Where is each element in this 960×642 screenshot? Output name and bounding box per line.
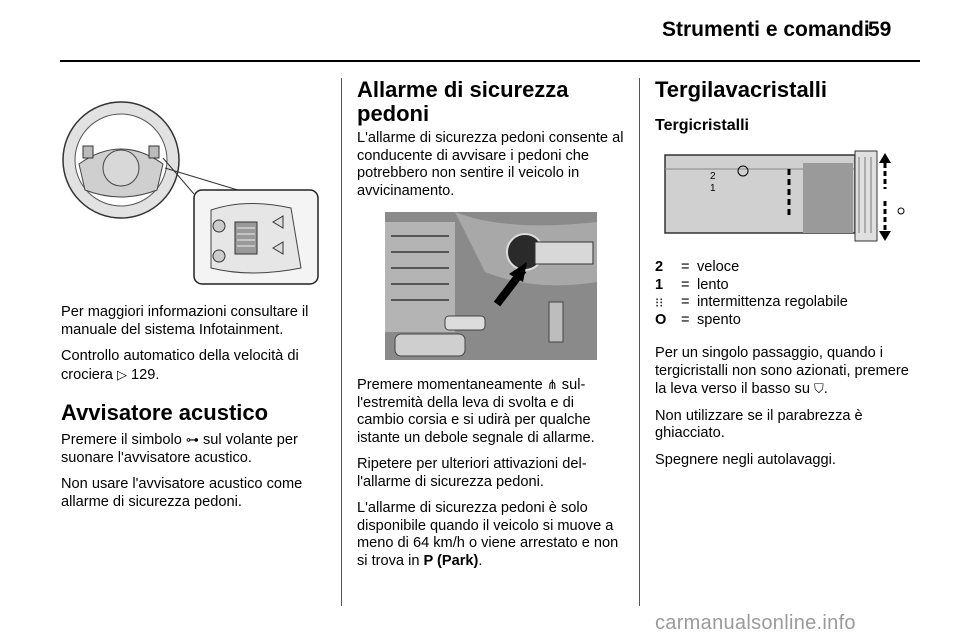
pedestrian-alert-availability-paragraph: L'allarme di sicurezza pedoni è solo disponibile quando il veicolo si muove a meno di 64 km/h o viene arrestato e non si trova in P (Park). <box>357 500 619 569</box>
pedestrian-alert-section-title: Allarme di sicurezza pedoni <box>357 77 569 126</box>
horn-paragraph: Premere il simbolo ⊶ sul volante per suonare l'avvisatore acustico. <box>61 432 298 466</box>
legend-eq: = <box>681 259 690 275</box>
pedestrian-alert-instruction-paragraph: Premere momentaneamente ⋔ sull'estremità della leva di svolta e di cambio corsia e si udirà per qualche istante un debole segnale di allarme. <box>357 377 595 446</box>
left-column <box>61 72 327 511</box>
column-divider-1 <box>341 78 342 606</box>
legend-eq: = <box>681 311 690 328</box>
legend-eq: = <box>681 276 690 293</box>
page-number: 59 <box>868 18 892 41</box>
cruise-control-paragraph: Controllo automatico della velocità di crociera ▷ 129. <box>61 348 299 383</box>
wiper-legend <box>655 259 920 329</box>
legend-desc: intermittenza regolabile <box>697 294 848 310</box>
wiper-interval-icon: ⁝⁝ <box>655 295 664 310</box>
middle-column <box>357 78 625 570</box>
car-wash-paragraph: Spegnere negli autolavaggi. <box>655 451 836 468</box>
pedestrian-alert-repeat-paragraph: Ripetere per ulteriori attivazioni dell'allarme di sicurezza pedoni. <box>357 456 587 490</box>
legend-desc: veloce <box>697 259 740 275</box>
page-header-title: Strumenti e comandi <box>662 18 870 41</box>
column-divider-2 <box>639 78 640 606</box>
header-rule <box>60 60 920 62</box>
infotainment-reference-paragraph: Per maggiori informazioni consultare il manuale del sistema Infotainment. <box>61 304 309 338</box>
legend-key: 1 <box>655 276 664 293</box>
legend-eq: = <box>681 294 690 310</box>
single-wipe-paragraph: Per un singolo passaggio, quando i tergicristalli non sono azionati, premere la leva verso il basso su ⛉. <box>655 345 909 397</box>
steering-wheel-figure <box>61 72 321 288</box>
pedestrian-alert-icon: ⋔ <box>546 377 558 392</box>
wiper-single-icon: ⛉ <box>814 381 824 396</box>
legend-key: 2 <box>655 259 664 275</box>
wiper-lever-figure <box>663 149 923 245</box>
wiper-washer-section-title: Tergilavacristalli <box>655 77 828 102</box>
legend-desc: lento <box>697 276 729 293</box>
wiper-label-top: 2 <box>710 171 716 182</box>
off-circle-icon: O <box>655 311 667 328</box>
legend-desc: spento <box>697 311 741 328</box>
turn-signal-lever-figure <box>385 212 597 360</box>
right-column <box>655 78 920 469</box>
icy-windshield-warning-paragraph: Non utilizzare se il parabrezza è ghiacciato. <box>655 407 863 441</box>
watermark: carmanualsonline.info <box>655 612 856 634</box>
horn-section-title: Avvisatore acustico <box>61 400 269 425</box>
wiper-label-mid: 1 <box>710 183 716 194</box>
pedestrian-alert-intro-paragraph: L'allarme di sicurezza pedoni consente al conducente di avvisare i pedoni che potrebbero non sentire il veicolo in avvicinamento. <box>357 130 624 199</box>
horn-icon: ⊶ <box>185 432 199 447</box>
horn-warning-paragraph: Non usare l'avvisatore acustico come allarme di sicurezza pedoni. <box>61 476 303 510</box>
wipers-subsection-title: Tergicristalli <box>655 117 749 134</box>
arrow-right-icon: ▷ <box>116 366 127 382</box>
